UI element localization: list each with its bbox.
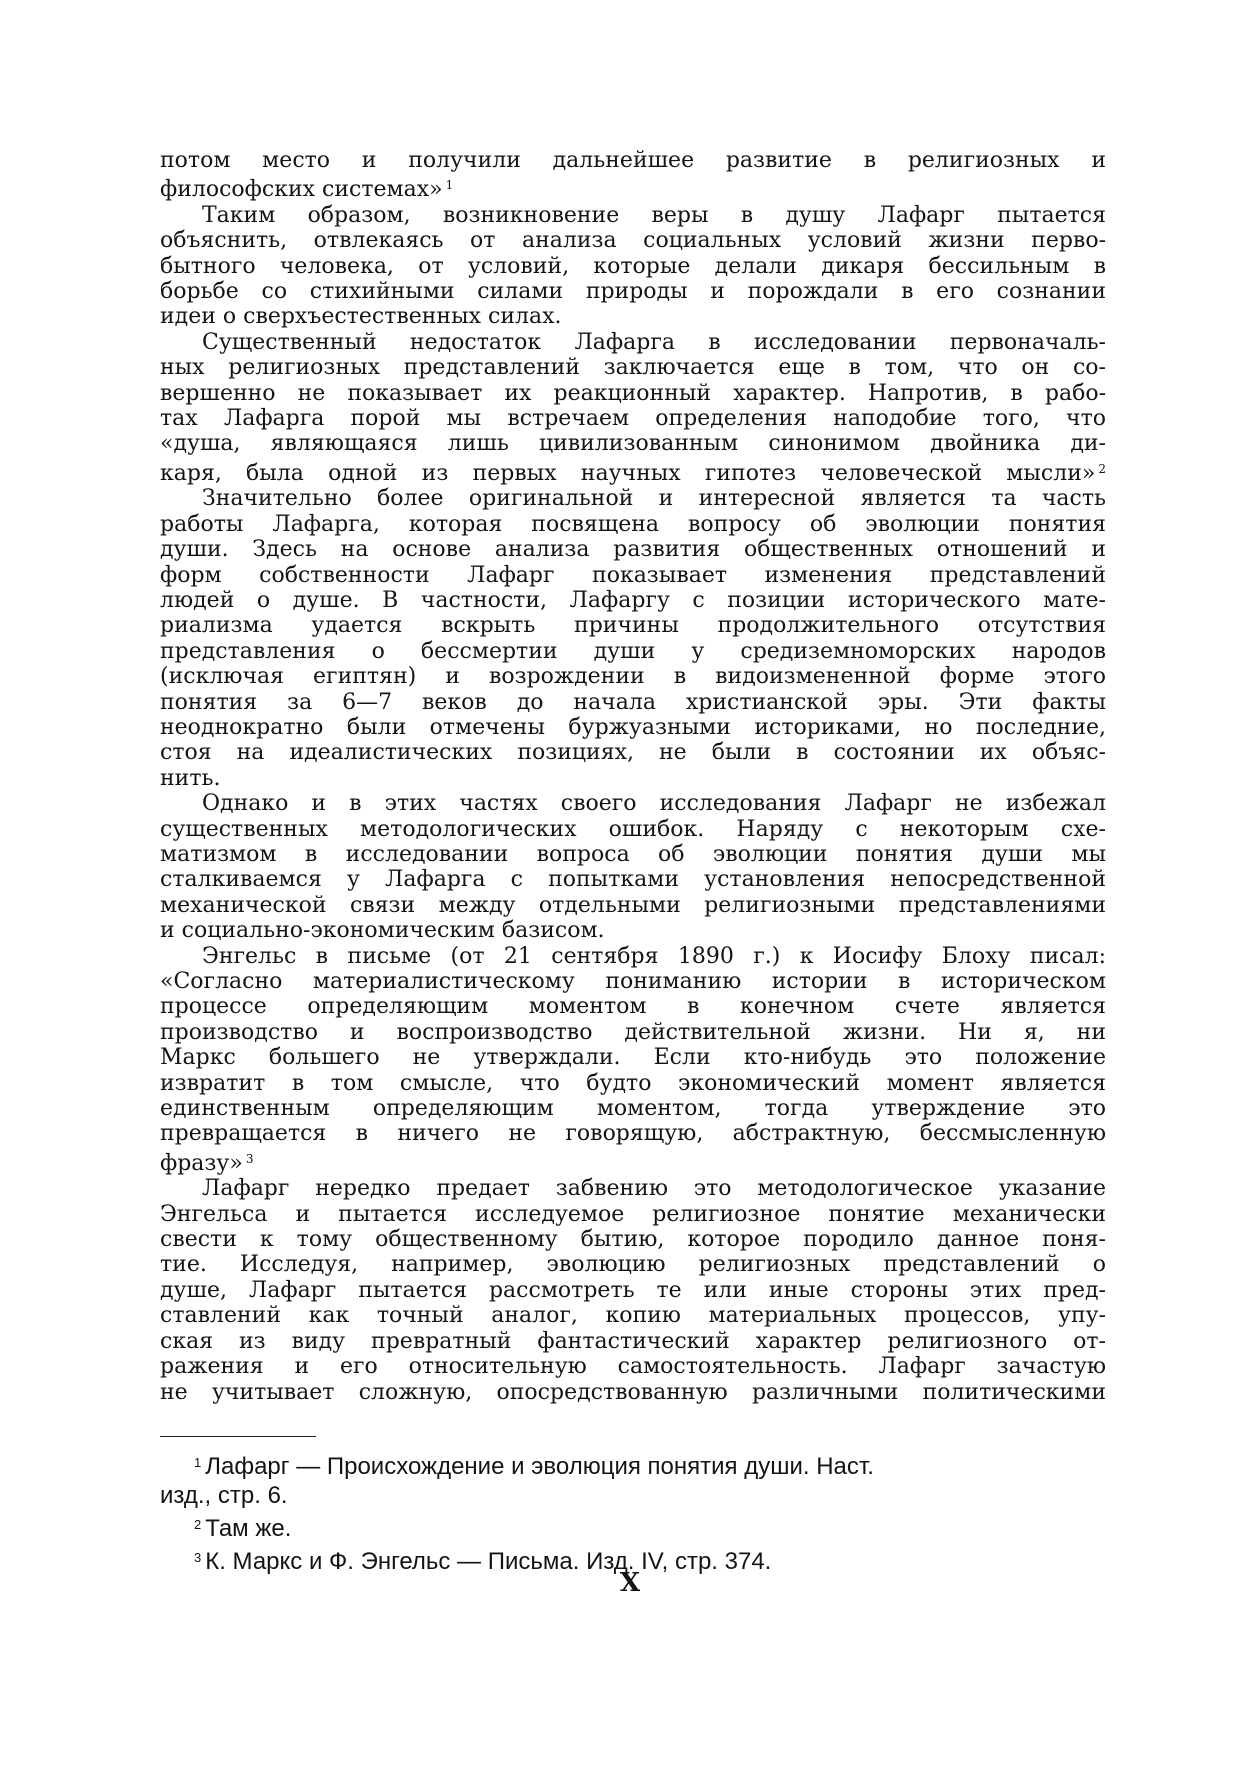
- page-number: X: [619, 1568, 641, 1598]
- footnote-ref: 1: [445, 178, 454, 193]
- paragraph-5: [160, 791, 1106, 943]
- footnote-ref: 2: [1098, 461, 1106, 476]
- text-line: форм собственности Лафарг показывает изменения представлений: [160, 562, 1106, 588]
- footnote-separator: [160, 1436, 316, 1437]
- text-line: (исключая египтян) и возрождении в видоизмененной форме этого: [160, 664, 1106, 690]
- footnote-text: Лафарг — Происхождение и эволюция понятия души. Наст.: [205, 1453, 874, 1480]
- text-line: объяснить, отвлекаясь от анализа социальных условий жизни перво-: [160, 228, 1106, 254]
- text-line: нить.: [160, 765, 221, 791]
- text-line: единственным определяющим моментом, тогда утверждение это: [160, 1096, 1106, 1122]
- text-line: понятия за 6—7 веков до начала христианской эры. Эти факты: [160, 689, 1106, 715]
- footnote-2: [160, 1510, 1106, 1543]
- text-line: тах Лафарга порой мы встречаем определения наподобие того, что: [160, 406, 1106, 432]
- paragraph-1: [160, 148, 1106, 203]
- text-line: не учитывает сложную, опосредствованную различными политическими: [160, 1379, 1106, 1405]
- text-line: идеи о сверхъестественных силах.: [160, 304, 562, 330]
- text-line: процессе определяющим моментом в конечном счете является: [160, 994, 1106, 1020]
- text-line: риализма удается вскрыть причины продолжительного отсутствия: [160, 613, 1106, 639]
- text-line: представления о бессмертии души у средиземноморских народов: [160, 638, 1106, 664]
- text-line: ражения и его относительную самостоятельность. Лафарг зачастую: [160, 1354, 1106, 1380]
- footnotes: [160, 1448, 1106, 1576]
- text-line: извратит в том смысле, что будто экономический момент является: [160, 1070, 1106, 1096]
- text-line: ных религиозных представлений заключается еще в том, что он со-: [160, 355, 1106, 381]
- paragraph-6: [160, 944, 1106, 1177]
- footnote-line: [160, 1510, 1106, 1543]
- text-line: работы Лафарга, которая посвящена вопросу об эволюции понятия: [160, 511, 1106, 537]
- footnote-line: изд., стр. 6.: [160, 1482, 288, 1509]
- text-line: ставлений как точный аналог, копию материальных процессов, упу-: [160, 1303, 1106, 1329]
- text-line: борьбе со стихийными силами природы и порождали в его сознании: [160, 279, 1106, 305]
- text-line: Однако и в этих частях своего исследования Лафарг не избежал: [202, 791, 1106, 817]
- text-line: вершенно не показывает их реакционный характер. Напротив, в рабо-: [160, 380, 1106, 406]
- main-text: [160, 148, 1106, 1405]
- footnote-marker: 2: [194, 1517, 202, 1532]
- footnote-marker: 1: [194, 1455, 202, 1470]
- text-line: механической связи между отдельными религиозными представлениями: [160, 892, 1106, 918]
- text-line: Энгельс в письме (от 21 сентября 1890 г.) к Иосифу Блоху писал:: [202, 943, 1106, 969]
- text-line: [160, 457, 1106, 486]
- text-line: потом место и получили дальнейшее развитие в религиозных и: [160, 148, 1106, 173]
- text-line: «Согласно материалистическому пониманию истории в историческом: [160, 969, 1106, 994]
- paragraph-4: [160, 486, 1106, 791]
- text-line: производство и воспроизводство действительной жизни. Ни я, ни: [160, 1019, 1106, 1045]
- text-line: [160, 1147, 1106, 1176]
- text-line: свести к тому общественному бытию, которое породило данное поня-: [160, 1227, 1106, 1253]
- text-line: тие. Исследуя, например, эволюцию религиозных представлений о: [160, 1252, 1106, 1278]
- text-line: сталкиваемся у Лафарга с попытками установления непосредственной: [160, 867, 1106, 893]
- text-line: матизмом в исследовании вопроса об эволюции понятия души мы: [160, 841, 1106, 867]
- paragraph-2: [160, 203, 1106, 330]
- footnote-ref: 3: [245, 1151, 254, 1166]
- footnote-marker: 3: [194, 1550, 202, 1565]
- text-line: и социально-экономическим базисом.: [160, 918, 605, 944]
- text-line: превращается в ничего не говорящую, абстрактную, бессмысленную: [160, 1121, 1106, 1147]
- text-line: Значительно более оригинальной и интересной является та часть: [202, 486, 1106, 512]
- text-line: Маркс большего не утверждали. Если кто-нибудь это положение: [160, 1045, 1106, 1071]
- text-line: душе, Лафарг пытается рассмотреть те или иные стороны этих пред-: [160, 1277, 1106, 1303]
- paragraph-7: [160, 1176, 1106, 1405]
- text-line-content: фразу»: [160, 1150, 243, 1176]
- text-line: людей о душе. В частности, Лафаргу с позиции исторического мате-: [160, 587, 1106, 613]
- text-line: Таким образом, возникновение веры в душу Лафарг пытается: [202, 202, 1106, 228]
- text-line: [160, 173, 1106, 202]
- text-line: Лафарг нередко предает забвению это методологическое указание: [202, 1176, 1106, 1202]
- text-line: ская из виду превратный фантастический характер религиозного от-: [160, 1328, 1106, 1354]
- footnote-line: [160, 1448, 1106, 1481]
- footnote-text: Там же.: [205, 1515, 292, 1542]
- footnote-text: К. Маркс и Ф. Энгельс — Письма. Изд. IV, стр. 374.: [205, 1548, 772, 1575]
- text-line: бытного человека, от условий, которые делали дикаря бессильным в: [160, 253, 1106, 279]
- text-line: стоя на идеалистических позициях, не были в состоянии их объяс-: [160, 740, 1106, 766]
- text-line-content: каря, была одной из первых научных гипотез человеческой мысли»: [160, 460, 1096, 486]
- footnote-1: [160, 1448, 1106, 1510]
- text-line: Энгельса и пытается исследуемое религиозное понятие механически: [160, 1201, 1106, 1227]
- text-line-content: философских системах»: [160, 177, 443, 203]
- text-line: Существенный недостаток Лафарга в исследовании первоначаль-: [202, 329, 1106, 355]
- text-line: существенных методологических ошибок. Наряду с некоторым схе-: [160, 816, 1106, 842]
- text-line: неоднократно были отмечены буржуазными историками, но последние,: [160, 714, 1106, 740]
- text-line: «душа, являющаяся лишь цивилизованным синонимом двойника ди-: [160, 431, 1106, 457]
- paragraph-3: [160, 330, 1106, 486]
- text-line: души. Здесь на основе анализа развития общественных отношений и: [160, 537, 1106, 563]
